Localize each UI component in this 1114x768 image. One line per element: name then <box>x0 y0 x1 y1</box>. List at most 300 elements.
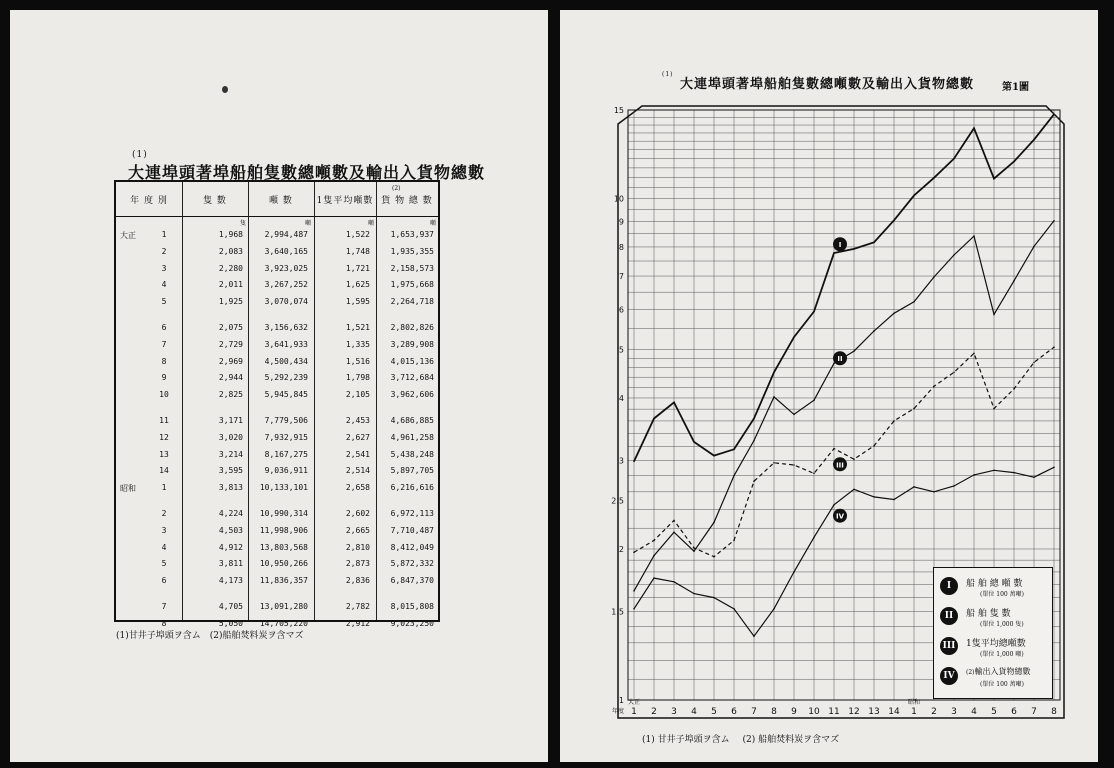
table-footnote: (1)甘井子埠頭ヲ含ム (2)船舶焚料炭ヲ含マズ <box>116 631 304 641</box>
era-cell: 大正 <box>120 231 136 240</box>
tons-cell: 10,133,101 <box>259 483 308 493</box>
table-row <box>116 543 438 557</box>
legend-unit: (單位 100 萬噸) <box>980 681 1024 688</box>
ships-cell: 4,705 <box>218 602 243 611</box>
table-row <box>116 559 438 573</box>
table-row <box>116 323 438 337</box>
cargo-cell: 2,264,718 <box>390 297 434 307</box>
series-badge-label: II <box>837 355 843 364</box>
tons-cell: 3,267,252 <box>264 280 308 290</box>
year-cell: 2 <box>161 509 167 518</box>
avg-cell: 2,453 <box>345 416 370 425</box>
data-point <box>1013 388 1015 390</box>
data-point <box>1033 246 1035 248</box>
data-point <box>693 547 695 549</box>
y-tick-label: 4 <box>618 393 624 403</box>
series-line-IV <box>634 221 1054 591</box>
unit-cargo: 噸 <box>430 220 437 227</box>
data-point <box>1033 362 1035 364</box>
cargo-cell: 6,972,113 <box>390 509 434 518</box>
year-cell: 11 <box>159 416 169 425</box>
tons-cell: 11,998,906 <box>259 525 308 535</box>
legend-item <box>934 604 1052 634</box>
data-point <box>893 220 895 222</box>
data-point <box>913 195 915 197</box>
data-point <box>933 276 935 278</box>
year-cell: 7 <box>161 602 167 611</box>
figure-number: 第1圖 <box>1002 82 1029 93</box>
data-point <box>633 551 635 553</box>
data-point <box>713 455 715 457</box>
data-point <box>753 635 755 637</box>
data-point <box>793 414 795 416</box>
data-point <box>793 571 795 573</box>
cargo-cell: 5,438,248 <box>390 449 434 459</box>
legend-badge: IV <box>940 667 958 685</box>
header-cargo-note: (2) <box>392 185 401 192</box>
series-line-II <box>634 347 1054 557</box>
tons-cell: 8,167,275 <box>264 449 308 459</box>
data-point <box>733 540 735 542</box>
year-cell: 3 <box>161 525 167 535</box>
table-row <box>116 602 438 616</box>
avg-cell: 2,810 <box>345 542 370 552</box>
year-cell: 7 <box>161 339 167 349</box>
x-tick-label: 4 <box>971 707 977 717</box>
year-cell: 6 <box>161 323 167 332</box>
era-cell: 昭和 <box>120 484 136 494</box>
data-point <box>673 531 675 533</box>
data-point <box>933 177 935 179</box>
data-point <box>813 473 815 475</box>
year-cell: 1 <box>161 230 167 239</box>
data-point <box>793 336 795 338</box>
data-point <box>753 440 755 442</box>
tons-cell: 3,923,025 <box>264 263 308 273</box>
tons-cell: 3,156,632 <box>264 323 308 332</box>
legend-badge: II <box>940 607 958 625</box>
avg-cell: 1,798 <box>345 373 370 383</box>
figure-footnote <box>642 732 849 745</box>
x-tick-label: 3 <box>671 707 677 717</box>
data-point <box>713 556 715 558</box>
data-point <box>913 301 915 303</box>
x-tick-label: 5 <box>991 707 997 717</box>
ships-cell: 4,503 <box>218 525 243 535</box>
data-point <box>913 408 915 410</box>
tons-cell: 7,932,915 <box>264 432 308 442</box>
year-cell: 12 <box>159 432 169 442</box>
x-tick-label: 6 <box>731 707 737 717</box>
x-tick-label: 4 <box>691 707 697 717</box>
data-point <box>693 550 695 552</box>
table-row <box>116 433 438 447</box>
year-cell: 8 <box>161 618 167 628</box>
data-point <box>733 475 735 477</box>
unit-avg: 噸 <box>368 220 375 227</box>
unit-ships: 隻 <box>240 220 247 227</box>
x-tick-label: 9 <box>791 707 797 717</box>
x-tick-label: 7 <box>751 707 757 717</box>
year-cell: 2 <box>161 246 167 256</box>
header-cargo <box>376 182 438 216</box>
x-row-label: 年度 <box>612 708 625 715</box>
data-point <box>1013 472 1015 474</box>
tons-cell: 3,070,074 <box>264 297 308 307</box>
x-tick-label: 8 <box>771 707 777 717</box>
tons-cell: 10,950,266 <box>259 559 308 569</box>
legend-unit: (單位 100 萬噸) <box>980 591 1024 598</box>
x-tick-label: 2 <box>651 707 657 717</box>
avg-cell: 1,522 <box>345 230 370 239</box>
avg-cell: 1,721 <box>345 263 370 273</box>
data-point <box>633 590 635 592</box>
data-point <box>873 445 875 447</box>
data-point <box>653 555 655 557</box>
table-row <box>116 576 438 590</box>
data-point <box>1053 113 1055 115</box>
year-cell: 4 <box>161 542 167 552</box>
ships-cell: 4,173 <box>218 576 243 586</box>
cargo-cell: 5,872,332 <box>390 559 434 569</box>
data-point <box>993 469 995 471</box>
data-point <box>693 593 695 595</box>
data-point <box>953 485 955 487</box>
figure-footnote-2: (2) 船舶焚料炭ヲ含マズ <box>742 735 840 745</box>
table-row <box>116 357 438 371</box>
figure-footnote-1: (1) 甘井子埠頭ヲ含ム <box>642 735 730 745</box>
tons-cell: 4,500,434 <box>264 356 308 366</box>
tons-cell: 7,779,506 <box>264 416 308 425</box>
tons-cell: 13,091,280 <box>259 602 308 611</box>
cargo-cell: 6,847,370 <box>390 576 434 586</box>
cargo-cell: 9,023,250 <box>390 618 434 628</box>
era-label-taisho: 大正 <box>627 699 641 706</box>
data-point <box>713 597 715 599</box>
cargo-cell: 4,686,885 <box>390 416 434 425</box>
table-title-text: 大連埠頭著埠船舶隻數總噸數及輸出入貨物總數 <box>128 163 486 182</box>
data-point <box>793 464 795 466</box>
ships-cell: 3,171 <box>218 416 243 425</box>
table-row <box>116 297 438 311</box>
year-cell: 13 <box>159 449 169 459</box>
cargo-cell: 6,216,616 <box>390 483 434 493</box>
tons-cell: 3,640,165 <box>264 246 308 256</box>
ships-cell: 2,011 <box>218 280 243 290</box>
data-point <box>853 248 855 250</box>
avg-cell: 2,514 <box>345 466 370 476</box>
x-tick-label: 8 <box>1051 707 1057 717</box>
x-tick-label: 13 <box>868 707 880 717</box>
ships-cell: 2,280 <box>218 263 243 273</box>
avg-cell: 2,665 <box>345 525 370 535</box>
x-tick-label: 14 <box>888 707 900 717</box>
avg-cell: 2,658 <box>345 483 370 493</box>
ships-cell: 3,595 <box>218 466 243 476</box>
legend-label: 船 舶 總 噸 數 <box>966 579 1023 589</box>
y-tick-label: 15 <box>613 106 624 115</box>
era-label-showa: 昭和 <box>907 699 921 706</box>
data-point <box>913 486 915 488</box>
ships-cell: 2,729 <box>218 339 243 349</box>
tons-cell: 14,705,220 <box>259 618 308 628</box>
y-tick-label: 8 <box>618 242 624 252</box>
data-point <box>973 127 975 129</box>
ships-cell: 2,083 <box>218 246 243 256</box>
data-point <box>673 581 675 583</box>
table-header <box>116 182 438 217</box>
avg-cell: 2,541 <box>345 449 370 459</box>
data-point <box>1013 161 1015 163</box>
legend-item <box>934 634 1052 664</box>
data-point <box>673 520 675 522</box>
x-tick-label: 5 <box>711 707 717 717</box>
avg-cell: 2,836 <box>345 576 370 586</box>
cargo-cell: 3,712,684 <box>390 373 434 383</box>
data-point <box>973 474 975 476</box>
legend-badge: III <box>940 637 958 655</box>
avg-cell: 2,105 <box>345 390 370 400</box>
series-badge-label: I <box>838 241 842 250</box>
ships-cell: 3,813 <box>218 483 243 493</box>
data-point <box>833 252 835 254</box>
x-tick-label: 12 <box>848 707 860 717</box>
table-row <box>116 416 438 430</box>
data-table <box>114 180 440 628</box>
ships-cell: 4,912 <box>218 542 243 552</box>
year-cell: 3 <box>161 263 167 273</box>
data-point <box>873 242 875 244</box>
table-row <box>116 373 438 387</box>
data-point <box>733 449 735 451</box>
cargo-cell: 1,653,937 <box>390 230 434 239</box>
data-point <box>953 254 955 256</box>
legend-badge: I <box>940 577 958 595</box>
x-tick-label: 7 <box>1031 707 1037 717</box>
data-point <box>833 504 835 506</box>
data-point <box>953 372 955 374</box>
data-point <box>733 608 735 610</box>
y-tick-label: 10 <box>613 194 624 204</box>
table-row <box>116 450 438 464</box>
year-cell: 8 <box>161 356 167 366</box>
ships-cell: 4,224 <box>218 509 243 518</box>
data-point <box>893 499 895 501</box>
tons-cell: 2,994,487 <box>264 230 308 239</box>
cargo-cell: 1,975,668 <box>390 280 434 290</box>
legend-note: (2) <box>966 669 975 676</box>
y-tick-label: 3 <box>618 456 624 466</box>
ships-cell: 2,075 <box>218 323 243 332</box>
left-page <box>10 10 548 762</box>
ships-cell: 3,214 <box>218 449 243 459</box>
legend-item <box>934 664 1052 694</box>
data-point <box>993 314 995 316</box>
data-point <box>1053 466 1055 468</box>
data-point <box>773 462 775 464</box>
tons-cell: 10,990,314 <box>259 509 308 518</box>
table-row <box>116 483 438 497</box>
x-tick-label: 1 <box>631 707 637 717</box>
y-tick-label: 2 <box>618 544 624 554</box>
avg-cell: 1,335 <box>345 339 370 349</box>
ships-cell: 5,050 <box>218 618 243 628</box>
year-cell: 1 <box>161 483 167 493</box>
data-point <box>893 312 895 314</box>
ships-cell: 3,020 <box>218 432 243 442</box>
table-row <box>116 466 438 480</box>
data-point <box>653 540 655 542</box>
year-cell: 5 <box>161 559 167 569</box>
data-point <box>873 330 875 332</box>
avg-cell: 2,602 <box>345 509 370 518</box>
y-tick-label: 6 <box>618 305 624 315</box>
table-row <box>116 247 438 261</box>
data-point <box>773 396 775 398</box>
data-point <box>853 489 855 491</box>
ships-cell: 2,944 <box>218 373 243 383</box>
avg-cell: 1,516 <box>345 356 370 366</box>
data-point <box>653 418 655 420</box>
series-badge-label: IV <box>835 512 845 521</box>
avg-cell: 1,595 <box>345 297 370 307</box>
data-point <box>833 448 835 450</box>
table-row <box>116 390 438 404</box>
avg-cell: 1,625 <box>345 280 370 290</box>
unit-tons: 噸 <box>305 220 312 227</box>
right-page <box>560 10 1098 762</box>
avg-cell: 1,748 <box>345 246 370 256</box>
data-point <box>973 235 975 237</box>
data-point <box>753 480 755 482</box>
avg-cell: 2,912 <box>345 618 370 628</box>
data-point <box>813 399 815 401</box>
data-point <box>1033 139 1035 141</box>
year-cell: 9 <box>161 373 167 383</box>
ships-cell: 1,968 <box>218 230 243 239</box>
data-point <box>813 537 815 539</box>
data-point <box>653 577 655 579</box>
data-point <box>973 353 975 355</box>
legend-unit: (單位 1,000 噸) <box>980 651 1024 658</box>
x-tick-label: 3 <box>951 707 957 717</box>
figure-title <box>662 71 975 92</box>
year-cell: 6 <box>161 576 167 586</box>
tons-cell: 3,641,933 <box>264 339 308 349</box>
x-tick-label: 6 <box>1011 707 1017 717</box>
data-point <box>633 608 635 610</box>
cargo-cell: 4,961,258 <box>390 432 434 442</box>
data-point <box>873 496 875 498</box>
cargo-cell: 7,710,487 <box>390 525 434 535</box>
cargo-cell: 1,935,355 <box>390 246 434 256</box>
y-tick-label: 1 <box>618 696 624 705</box>
table-row <box>116 280 438 294</box>
data-point <box>853 350 855 352</box>
legend-item <box>934 574 1052 604</box>
data-point <box>1033 476 1035 478</box>
data-point <box>673 402 675 404</box>
avg-cell: 2,627 <box>345 432 370 442</box>
cargo-cell: 8,015,808 <box>390 602 434 611</box>
tons-cell: 5,945,845 <box>264 390 308 400</box>
year-cell: 5 <box>161 297 167 307</box>
data-point <box>813 311 815 313</box>
data-point <box>933 491 935 493</box>
tons-cell: 5,292,239 <box>264 373 308 383</box>
table-title-note: (1) <box>132 150 148 160</box>
data-point <box>773 608 775 610</box>
data-point <box>1053 220 1055 222</box>
data-point <box>1053 346 1055 348</box>
series-badge-label: III <box>836 461 844 470</box>
cargo-cell: 8,412,049 <box>390 542 434 552</box>
data-point <box>693 441 695 443</box>
ships-cell: 2,969 <box>218 356 243 366</box>
year-cell: 10 <box>159 390 169 400</box>
ink-speck <box>222 86 228 93</box>
header-cargo-label: 貨 物 總 數 <box>381 195 433 206</box>
header-avg: 1隻平均噸數 <box>316 195 374 206</box>
chart-legend <box>933 567 1053 699</box>
header-year: 年 度 別 <box>130 195 168 206</box>
table-row <box>116 264 438 278</box>
data-point <box>933 386 935 388</box>
avg-cell: 2,782 <box>345 602 370 611</box>
tons-cell: 9,036,911 <box>264 466 308 476</box>
legend-label: 1隻平均總噸數 <box>966 639 1026 649</box>
data-point <box>833 362 835 364</box>
table-row <box>116 509 438 523</box>
legend-unit: (單位 1,000 隻) <box>980 621 1024 628</box>
cargo-cell: 5,897,705 <box>390 466 434 476</box>
legend-label: 船 舶 隻 數 <box>966 609 1011 619</box>
header-tons: 噸 數 <box>269 195 293 206</box>
data-point <box>953 158 955 160</box>
y-tick-label: 7 <box>618 272 624 282</box>
data-point <box>773 372 775 374</box>
tons-cell: 11,836,357 <box>259 576 308 586</box>
cargo-cell: 3,962,606 <box>390 390 434 400</box>
x-tick-label: 2 <box>931 707 937 717</box>
ships-cell: 2,825 <box>218 390 243 400</box>
x-tick-label: 10 <box>808 707 820 717</box>
avg-cell: 1,521 <box>345 323 370 332</box>
x-tick-label: 11 <box>828 707 840 717</box>
data-point <box>713 522 715 524</box>
figure-title-note: (1) <box>662 71 674 78</box>
data-point <box>853 458 855 460</box>
cargo-cell: 3,289,908 <box>390 339 434 349</box>
y-tick-label: 5 <box>618 345 624 355</box>
legend-label <box>966 666 1031 677</box>
table-row <box>116 340 438 354</box>
header-ships: 隻 數 <box>203 195 227 206</box>
cargo-cell: 2,158,573 <box>390 263 434 273</box>
legend-label-text: 輸出入貨物總數 <box>974 667 1031 676</box>
y-tick-label: 1.5 <box>611 607 624 617</box>
data-point <box>1013 280 1015 282</box>
table-row <box>116 526 438 540</box>
cargo-cell: 2,802,826 <box>390 323 434 332</box>
year-cell: 4 <box>161 280 167 290</box>
y-tick-label: 2.5 <box>611 496 624 506</box>
data-point <box>993 178 995 180</box>
data-point <box>993 408 995 410</box>
data-point <box>753 418 755 420</box>
data-point <box>893 420 895 422</box>
ships-cell: 1,925 <box>218 297 243 307</box>
